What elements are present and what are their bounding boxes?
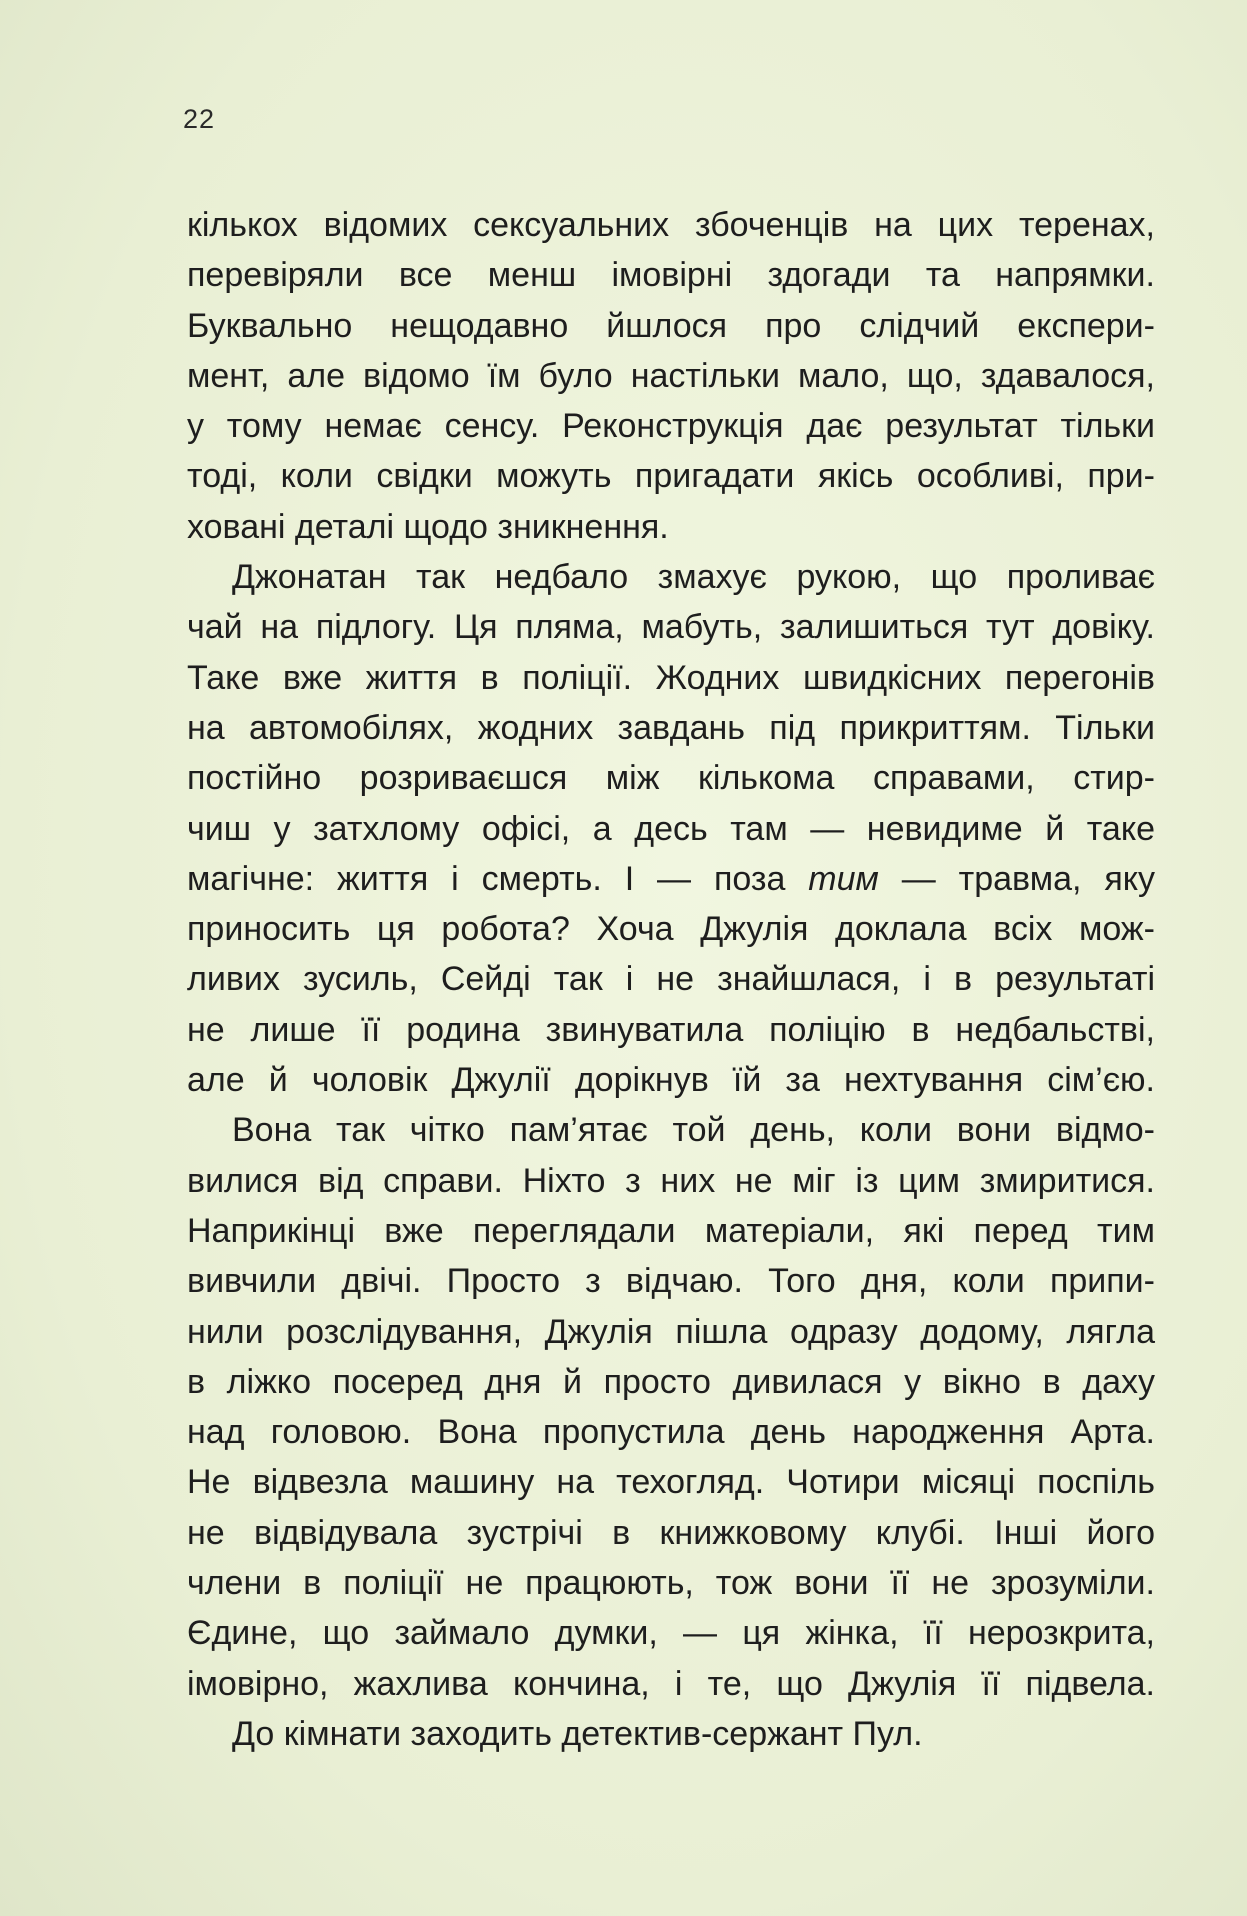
text-line: перевіряли все менш імовірні здогади та напрямки. xyxy=(187,256,1155,295)
text-line: Наприкінці вже переглядали матеріали, які перед тим xyxy=(187,1211,1155,1250)
text-line: ливих зусиль, Сейді так і не знайшлася, і в результаті xyxy=(187,960,1155,999)
text-line: імовірно, жахлива кончина, і те, що Джулія її підвела. xyxy=(187,1664,1155,1703)
text-line: чай на підлогу. Ця пляма, мабуть, залишиться тут довіку. xyxy=(187,608,1155,647)
body-text xyxy=(187,200,1155,1759)
text-line: члени в поліції не працюють, тож вони її не зрозуміли. xyxy=(187,1564,1155,1603)
page-number: 22 xyxy=(183,104,216,134)
text-line: нили розслідування, Джулія пішла одразу додому, лягла xyxy=(187,1312,1155,1351)
text-line-with-italic: магічне: життя і смерть. І — поза тим — травма, яку xyxy=(187,859,1155,898)
text-line: не лише її родина звинуватила поліцію в недбальстві, xyxy=(187,1010,1155,1049)
text-line: в ліжко посеред дня й просто дивилася у вікно в даху xyxy=(187,1362,1155,1401)
italic-emphasis: тим xyxy=(808,859,879,898)
text-line: вилися від справи. Ніхто з них не міг із цим змиритися. xyxy=(187,1161,1155,1200)
text-line: ховані деталі щодо зникнення. xyxy=(187,507,669,546)
paragraph-first-line: Джонатан так недбало змахує рукою, що проливає xyxy=(232,558,1155,597)
text-line: на автомобілях, жодних завдань під прикриттям. Тільки xyxy=(187,708,1155,747)
paragraph-first-line: До кімнати заходить детектив-сержант Пул. xyxy=(232,1714,923,1753)
text-line: у тому немає сенсу. Реконструкція дає результат тільки xyxy=(187,407,1155,446)
text-line: Буквально нещодавно йшлося про слідчий експери- xyxy=(187,306,1155,345)
text-line: вивчили двічі. Просто з відчаю. Того дня, коли припи- xyxy=(187,1262,1155,1301)
text-line: над головою. Вона пропустила день народження Арта. xyxy=(187,1413,1155,1452)
text-line: Таке вже життя в поліції. Жодних швидкісних перегонів xyxy=(187,658,1155,697)
text-line: Єдине, що займало думки, — ця жінка, її нерозкрита, xyxy=(187,1614,1155,1653)
text-line: приносить ця робота? Хоча Джулія доклала всіх мож- xyxy=(187,910,1155,949)
text-line: не відвідувала зустрічі в книжковому клубі. Інші його xyxy=(187,1513,1155,1552)
text-line: мент, але відомо їм було настільки мало, що, здавалося, xyxy=(187,356,1155,395)
text-line: Не відвезла машину на техогляд. Чотири місяці поспіль xyxy=(187,1463,1155,1502)
text-line: постійно розриваєшся між кількома справами, стир- xyxy=(187,759,1155,798)
text-line: але й чоловік Джулії дорікнув їй за нехтування сім’єю. xyxy=(187,1061,1155,1100)
text-line: тоді, коли свідки можуть пригадати якісь особливі, при- xyxy=(187,457,1155,496)
text-line: кількох відомих сексуальних збоченців на цих теренах, xyxy=(187,206,1155,244)
text-line: чиш у затхлому офісі, а десь там — невидиме й таке xyxy=(187,809,1155,848)
paragraph-first-line: Вона так чітко пам’ятає той день, коли вони відмо- xyxy=(232,1111,1155,1150)
